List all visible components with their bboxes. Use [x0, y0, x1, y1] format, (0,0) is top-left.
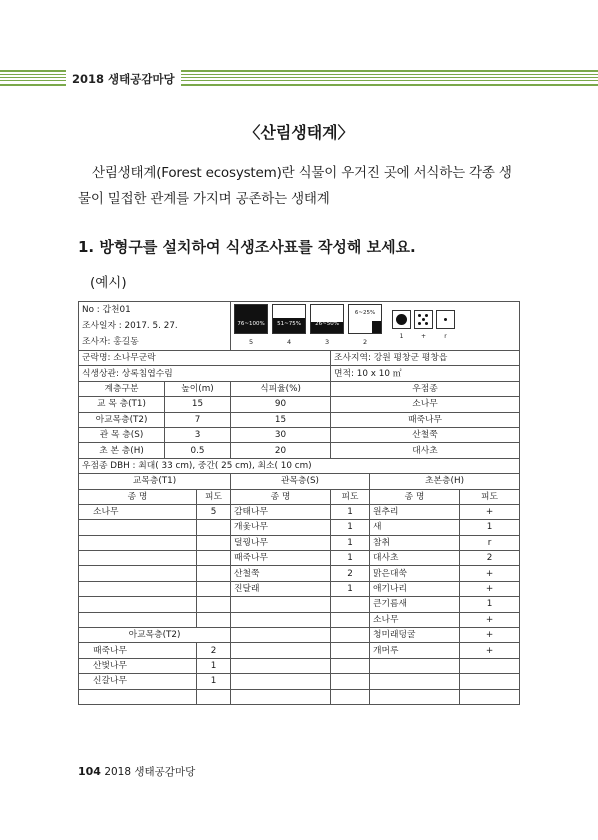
herb-coverage: +: [460, 504, 520, 519]
layer-name: 관 목 층(S): [79, 427, 165, 442]
layer-dominant: 대사초: [331, 443, 520, 458]
tree-species: [79, 551, 197, 566]
shrub-coverage: [331, 689, 370, 704]
herb-species: [370, 658, 460, 673]
shrub-coverage: 1: [331, 551, 370, 566]
tree-species: [79, 597, 197, 612]
table-row: [79, 504, 520, 519]
table-row: [79, 597, 520, 612]
tree-coverage: 5: [197, 504, 231, 519]
coverage-col-header: 피도: [331, 489, 370, 504]
shrub-species: [231, 674, 331, 689]
sociability-box: 1: [392, 310, 411, 329]
tree-coverage: 2: [197, 643, 231, 658]
cover-class-box: 26~50% 3: [310, 304, 344, 334]
shrub-coverage: 1: [331, 581, 370, 596]
shrub-coverage: 2: [331, 566, 370, 581]
herb-coverage: r: [460, 535, 520, 550]
layer-name: 아교목층(T2): [79, 412, 165, 427]
coverage-col-header: 피도: [197, 489, 231, 504]
table-row: [79, 535, 520, 550]
tree-species: [79, 581, 197, 596]
layer-dominant: 때죽나무: [331, 412, 520, 427]
cover-header: 식피율(%): [231, 381, 331, 396]
shrub-species: 감태나무: [231, 504, 331, 519]
cover-class-box: 76~100% 5: [234, 304, 268, 334]
definition-paragraph: 산림생태계(Forest ecosystem)란 식물이 우거진 곳에 서식하는 각종 생물이 밀접한 관계를 가지며 공존하는 생태계: [78, 165, 512, 207]
table-row: [79, 612, 520, 627]
herb-species: 개머루: [370, 643, 460, 658]
table-row: [79, 551, 520, 566]
layer-height: 7: [165, 412, 231, 427]
herb-species: 새: [370, 520, 460, 535]
tree-coverage: 1: [197, 674, 231, 689]
page-number: 104: [78, 765, 101, 778]
page-footer: [78, 764, 195, 779]
shrub-species: [231, 628, 331, 643]
survey-location: 조사지역: 강원 평창군 평창읍: [331, 351, 520, 366]
tree-coverage: 1: [197, 658, 231, 673]
shrub-species: 때죽나무: [231, 551, 331, 566]
tree-species: [79, 520, 197, 535]
plot-area: 면적: 10 x 10 ㎡: [331, 366, 520, 381]
layer-row: [79, 397, 520, 412]
shrub-coverage: [331, 643, 370, 658]
table-row: [79, 520, 520, 535]
tree-species: [79, 566, 197, 581]
herb-species: 원추리: [370, 504, 460, 519]
layer-name: 교 목 층(T1): [79, 397, 165, 412]
herb-species: 대사초: [370, 551, 460, 566]
shrub-coverage: [331, 612, 370, 627]
cover-class-box: 6~25% 2: [348, 304, 382, 334]
herb-coverage: 1: [460, 520, 520, 535]
shrub-coverage: [331, 597, 370, 612]
tree-coverage: [197, 597, 231, 612]
form-no: No : 갑천01: [79, 302, 231, 319]
herb-coverage: [460, 674, 520, 689]
group-header-s: 관목층(S): [231, 474, 370, 489]
shrub-coverage: 1: [331, 520, 370, 535]
tree-coverage: [197, 612, 231, 627]
shrub-coverage: [331, 658, 370, 673]
species-col-header: 종 명: [370, 489, 460, 504]
layer-height: 3: [165, 427, 231, 442]
tree-species: 소나무: [79, 504, 197, 519]
herb-species: 애기나리: [370, 581, 460, 596]
table-row: [79, 628, 520, 643]
group-header-t1: 교목층(T1): [79, 474, 231, 489]
shrub-coverage: 1: [331, 535, 370, 550]
tree-species: [79, 612, 197, 627]
herb-coverage: +: [460, 612, 520, 627]
table-row: [79, 643, 520, 658]
tree-species: 신갈나무: [79, 674, 197, 689]
cover-scale-legend: [231, 302, 520, 351]
tree-species: 산벚나무: [79, 658, 197, 673]
layer-height: 15: [165, 397, 231, 412]
shrub-species: [231, 612, 331, 627]
layer-row: [79, 443, 520, 458]
species-col-header: 종 명: [231, 489, 331, 504]
section-heading: 1. 방형구를 설치하여 식생조사표를 작성해 보세요.: [78, 238, 416, 256]
table-row: [79, 658, 520, 673]
tree-coverage: [197, 581, 231, 596]
footer-label: 2018 생태공감마당: [104, 766, 196, 778]
herb-coverage: [460, 658, 520, 673]
layer-row: [79, 412, 520, 427]
herb-species: 청미래덩굴: [370, 628, 460, 643]
example-label: (예시): [90, 275, 127, 291]
sociability-box: r: [436, 310, 455, 329]
vegetation-survey-form: [78, 301, 520, 705]
height-header: 높이(m): [165, 381, 231, 396]
sociability-box: +: [414, 310, 433, 329]
layer-row: [79, 427, 520, 442]
herb-coverage: 1: [460, 597, 520, 612]
herb-species: 참취: [370, 535, 460, 550]
tree-coverage: [197, 689, 231, 704]
shrub-coverage: 1: [331, 504, 370, 519]
herb-coverage: +: [460, 566, 520, 581]
dbh-line: 우점종 DBH : 최대( 33 cm), 중간( 25 cm), 최소( 10 cm): [79, 458, 520, 473]
herb-species: 소나무: [370, 612, 460, 627]
herb-coverage: +: [460, 643, 520, 658]
vegetation-type: 식생상관: 상록침엽수림: [79, 366, 331, 381]
layer-height: 0.5: [165, 443, 231, 458]
layer-cover: 90: [231, 397, 331, 412]
tree-coverage: [197, 520, 231, 535]
layer-cover: 30: [231, 427, 331, 442]
running-header: 2018 생태공감마당: [66, 68, 181, 90]
shrub-species: [231, 689, 331, 704]
herb-species: 맑은대쑥: [370, 566, 460, 581]
group-header-h: 초본층(H): [370, 474, 520, 489]
shrub-species: 산철쭉: [231, 566, 331, 581]
page-title: 〈산림생태계〉: [244, 123, 354, 142]
table-row: [79, 689, 520, 704]
shrub-species: [231, 597, 331, 612]
layer-name: 초 본 층(H): [79, 443, 165, 458]
t2-subheader: 아교목층(T2): [79, 628, 231, 643]
herb-coverage: +: [460, 581, 520, 596]
herb-species: [370, 689, 460, 704]
community-name: 군락명: 소나무군락: [79, 351, 331, 366]
layer-dominant: 산철쭉: [331, 427, 520, 442]
layer-cover: 15: [231, 412, 331, 427]
tree-species: 때죽나무: [79, 643, 197, 658]
form-surveyor: 조사자: 홍길동: [79, 334, 231, 351]
layer-header: 계층구분: [79, 381, 165, 396]
species-col-header: 종 명: [79, 489, 197, 504]
shrub-species: 덜꿩나무: [231, 535, 331, 550]
herb-species: [370, 674, 460, 689]
layer-cover: 20: [231, 443, 331, 458]
herb-coverage: [460, 689, 520, 704]
herb-coverage: 2: [460, 551, 520, 566]
tree-species: [79, 535, 197, 550]
tree-species: [79, 689, 197, 704]
tree-coverage: [197, 551, 231, 566]
shrub-coverage: [331, 628, 370, 643]
form-date: 조사일자 : 2017. 5. 27.: [79, 318, 231, 334]
shrub-species: [231, 658, 331, 673]
shrub-species: 개옻나무: [231, 520, 331, 535]
table-row: [79, 566, 520, 581]
herb-species: 큰기름새: [370, 597, 460, 612]
table-row: [79, 674, 520, 689]
herb-coverage: +: [460, 628, 520, 643]
shrub-coverage: [331, 674, 370, 689]
shrub-species: 진달래: [231, 581, 331, 596]
layer-dominant: 소나무: [331, 397, 520, 412]
tree-coverage: [197, 566, 231, 581]
tree-coverage: [197, 535, 231, 550]
coverage-col-header: 피도: [460, 489, 520, 504]
table-row: [79, 581, 520, 596]
cover-class-box: 51~75% 4: [272, 304, 306, 334]
shrub-species: [231, 643, 331, 658]
dominant-header: 우점종: [331, 381, 520, 396]
